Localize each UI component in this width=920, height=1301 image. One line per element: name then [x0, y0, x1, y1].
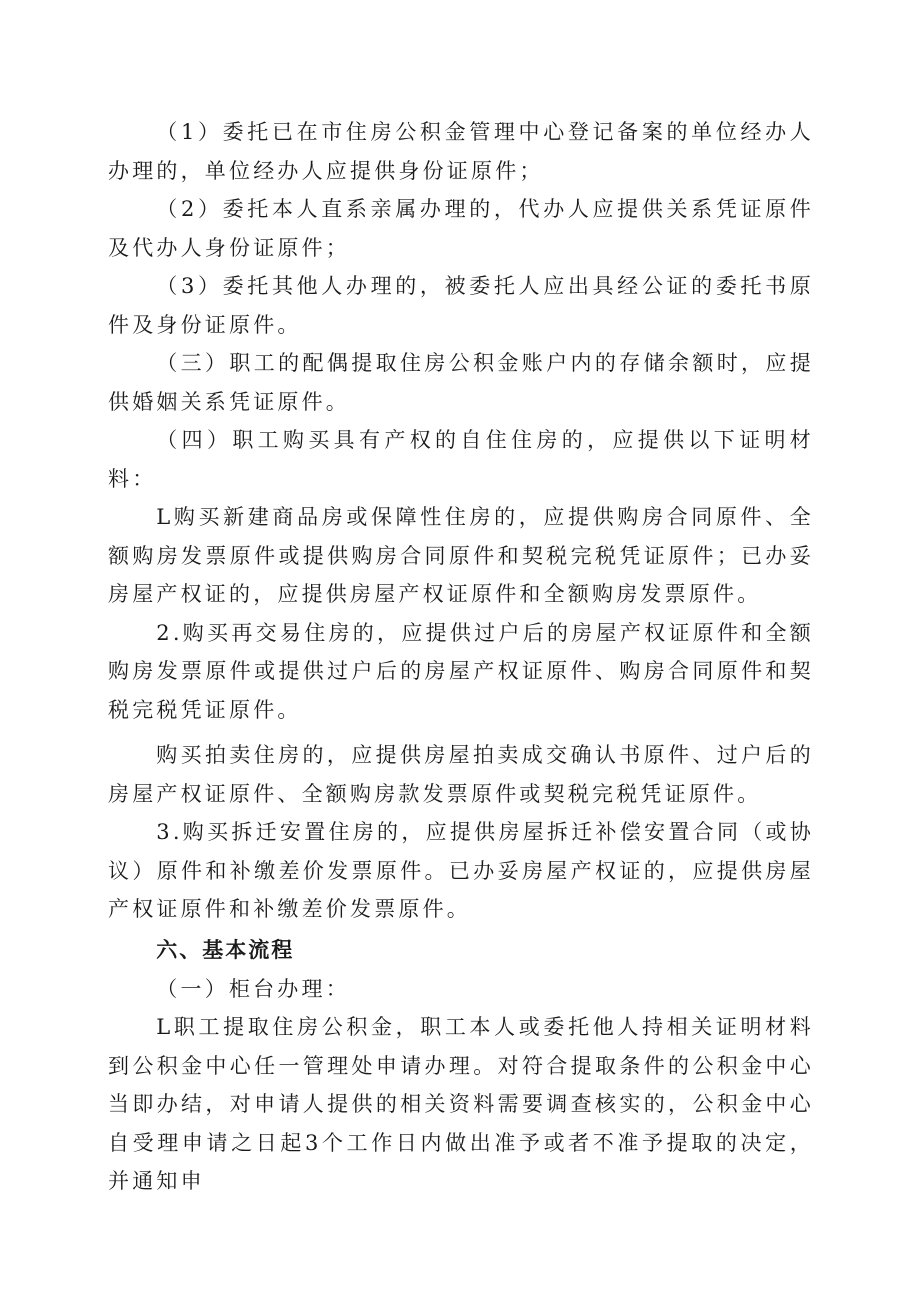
- document-page: [108, 113, 814, 1201]
- paragraph-counter-procedure: L职工提取住房公积金，职工本人或委托他人持相关证明材料到公积金中心任一管理处申请办理。对符合提取条件的公积金中心当即办结，对申请人提供的相关资料需要调查核实的，公积金中心自受理申请之日起3个工作日内做出准予或者不准予提取的决定，并通知申: [108, 1015, 814, 1193]
- paragraph-auction-housing: 购买拍卖住房的，应提供房屋拍卖成交确认书原件、过户后的房屋产权证原件、全额购房款发票原件或契税完税凭证原件。: [108, 743, 814, 806]
- subsection-counter-service: （一）柜台办理：: [156, 976, 350, 1001]
- section-heading-basic-process: 六、基本流程: [156, 937, 295, 962]
- paragraph-relocation-housing: 3.购买拆迁安置住房的，应提供房屋拆迁补偿安置合同（或协议）原件和补缴差价发票原件。已办妥房屋产权证的，应提供房屋产权证原件和补缴差价发票原件。: [108, 820, 814, 921]
- paragraph-entrust-unit-agent: （1）委托已在市住房公积金管理中心登记备案的单位经办人办理的，单位经办人应提供身份证原件；: [108, 120, 814, 183]
- paragraph-entrust-other: （3）委托其他人办理的，被委托人应出具经公证的委托书原件及身份证原件。: [108, 274, 814, 337]
- paragraph-purchase-housing: （四）职工购买具有产权的自住住房的，应提供以下证明材料：: [108, 428, 814, 491]
- paragraph-resale-housing: 2.购买再交易住房的，应提供过户后的房屋产权证原件和全额购房发票原件或提供过户后的房屋产权证原件、购房合同原件和契税完税凭证原件。: [108, 620, 814, 722]
- paragraph-spouse-withdrawal: （三）职工的配偶提取住房公积金账户内的存储余额时，应提供婚姻关系凭证原件。: [108, 351, 814, 414]
- paragraph-new-housing: L购买新建商品房或保障性住房的，应提供购房合同原件、全额购房发票原件或提供购房合同原件和契税完税凭证原件；已办妥房屋产权证的，应提供房屋产权证原件和全额购房发票原件。: [108, 505, 814, 606]
- paragraph-entrust-relative: （2）委托本人直系亲属办理的，代办人应提供关系凭证原件及代办人身份证原件；: [108, 197, 814, 260]
